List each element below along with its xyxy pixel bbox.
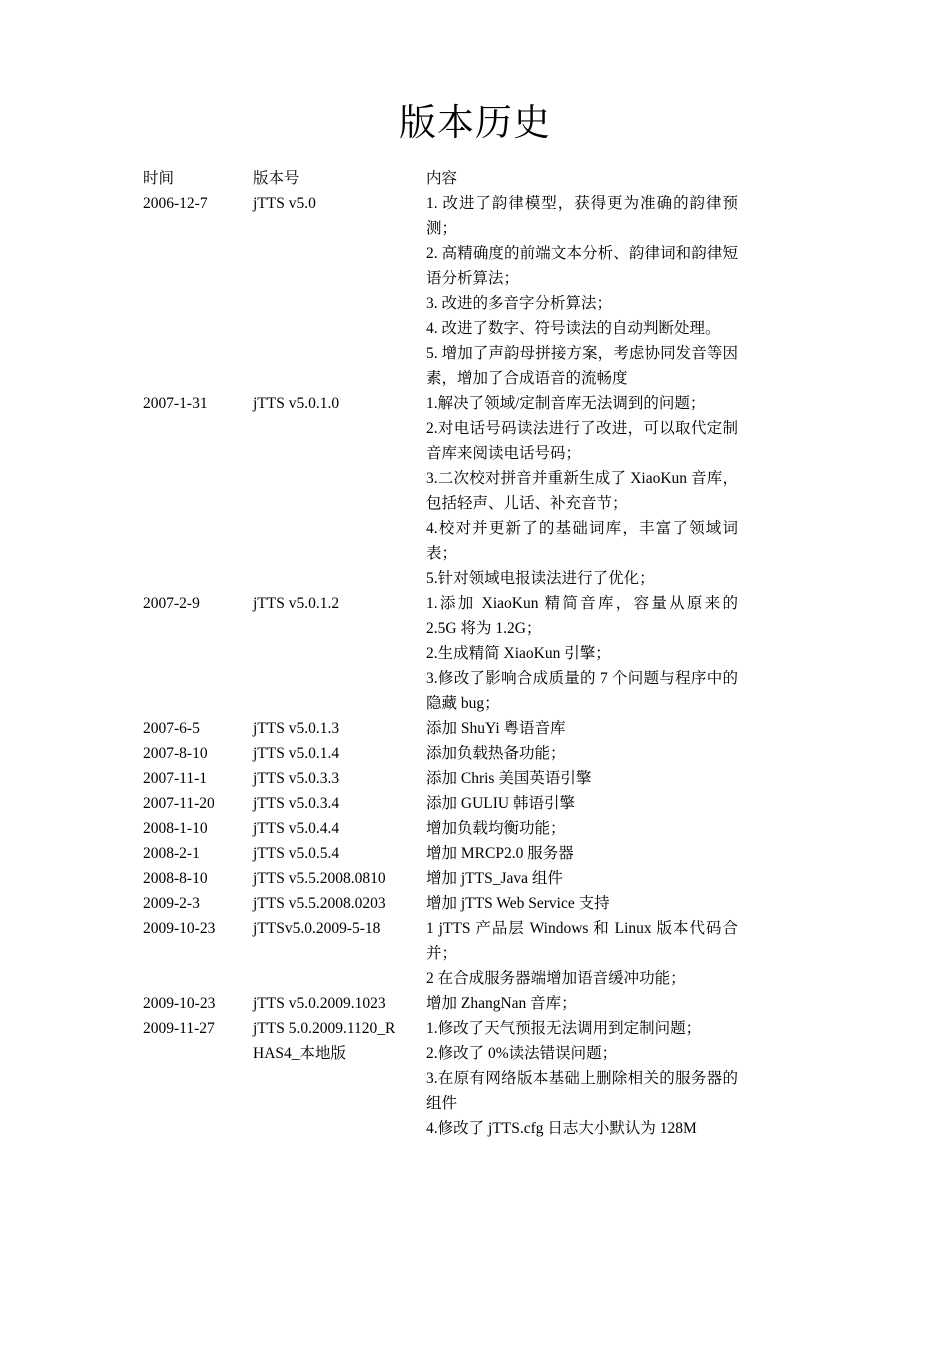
content-item: 1.解决了领域/定制音库无法调到的问题； <box>426 395 706 412</box>
row-version: jTTS 5.0.2009.1120_RHAS4_本地版 <box>253 1020 396 1062</box>
row-content <box>426 791 738 816</box>
content-item: 3. 改进的多音字分析算法； <box>426 295 613 312</box>
content-item: 2.对电话号码读法进行了改进，可以取代定制音库来阅读电话号码； <box>426 420 738 462</box>
row-content <box>426 191 738 391</box>
version-history-table <box>143 166 738 1141</box>
row-version-cell <box>253 816 426 841</box>
content-item: 3.二次校对拼音并重新生成了 XiaoKun 音库，包括轻声、儿话、补充音节； <box>426 470 738 512</box>
row-version: jTTS v5.0.2009.1023 <box>253 995 386 1012</box>
content-item: 1.添加 XiaoKun 精简音库，容量从原来的 2.5G 将为 1.2G； <box>426 595 738 637</box>
content-item: 添加 Chris 美国英语引擎 <box>426 770 592 787</box>
row-version: jTTS v5.0.4.4 <box>253 820 340 837</box>
table-row <box>143 816 738 841</box>
content-item: 添加负载热备功能； <box>426 745 566 762</box>
row-content <box>426 391 738 591</box>
row-content <box>426 766 738 791</box>
row-content <box>426 891 738 916</box>
row-version-cell <box>253 741 426 766</box>
content-item: 增加 ZhangNan 音库； <box>426 995 577 1012</box>
page-title: 版本历史 <box>399 101 551 144</box>
row-date: 2007-11-1 <box>143 770 207 787</box>
row-version: jTTS v5.5.2008.0810 <box>253 870 386 887</box>
table-row <box>143 991 738 1016</box>
content-item: 2.生成精简 XiaoKun 引擎； <box>426 645 611 662</box>
header-date: 时间 <box>143 170 175 187</box>
row-date: 2008-8-10 <box>143 870 208 887</box>
row-date: 2007-2-9 <box>143 595 200 612</box>
row-version-cell <box>253 891 426 916</box>
table-row <box>143 841 738 866</box>
row-date: 2006-12-7 <box>143 195 208 212</box>
table-row <box>143 866 738 891</box>
content-item: 增加 MRCP2.0 服务器 <box>426 845 574 862</box>
row-version: jTTS v5.5.2008.0203 <box>253 895 386 912</box>
row-version-cell <box>253 916 426 991</box>
table-row <box>143 191 738 391</box>
table-row <box>143 716 738 741</box>
row-content <box>426 1016 738 1141</box>
header-version: 版本号 <box>253 170 300 187</box>
table-row <box>143 791 738 816</box>
row-date: 2009-11-27 <box>143 1020 215 1037</box>
row-version-cell <box>253 766 426 791</box>
table-row <box>143 766 738 791</box>
content-item: 3.修改了影响合成质量的 7 个问题与程序中的隐藏 bug； <box>426 670 738 712</box>
row-version-cell <box>253 591 426 716</box>
row-version: jTTS v5.0.1.4 <box>253 745 340 762</box>
row-content <box>426 991 738 1016</box>
table-row <box>143 591 738 716</box>
row-date: 2007-8-10 <box>143 745 208 762</box>
content-item: 4. 改进了数字、符号读法的自动判断处理。 <box>426 320 721 337</box>
content-item: 2.修改了 0%读法错误问题； <box>426 1045 618 1062</box>
row-version-cell <box>253 841 426 866</box>
row-version: jTTS v5.0.5.4 <box>253 845 340 862</box>
content-item: 2 在合成服务器端增加语音缓冲功能； <box>426 970 686 987</box>
table-row <box>143 891 738 916</box>
row-content <box>426 741 738 766</box>
row-version: jTTS v5.0 <box>253 195 316 212</box>
row-version: jTTS v5.0.3.4 <box>253 795 340 812</box>
table-row <box>143 391 738 591</box>
row-date: 2007-6-5 <box>143 720 200 737</box>
content-item: 1.修改了天气预报无法调用到定制问题； <box>426 1020 702 1037</box>
row-version: jTTSv5.0.2009-5-18 <box>253 920 381 937</box>
row-content <box>426 716 738 741</box>
content-item: 3.在原有网络版本基础上删除相关的服务器的组件 <box>426 1070 738 1112</box>
content-item: 5. 增加了声韵母拼接方案，考虑协同发音等因素，增加了合成语音的流畅度 <box>426 345 738 387</box>
row-date: 2009-2-3 <box>143 895 200 912</box>
content-item: 4.修改了 jTTS.cfg 日志大小默认为 128M <box>426 1120 697 1137</box>
row-date: 2008-2-1 <box>143 845 200 862</box>
content-item: 1. 改进了韵律模型，获得更为准确的韵律预测； <box>426 195 738 237</box>
header-content: 内容 <box>426 170 458 187</box>
row-version: jTTS v5.0.1.3 <box>253 720 340 737</box>
content-item: 1 jTTS 产品层 Windows 和 Linux 版本代码合并； <box>426 920 738 962</box>
content-item: 2. 高精确度的前端文本分析、韵律词和韵律短语分析算法； <box>426 245 738 287</box>
table-row <box>143 916 738 991</box>
row-date: 2008-1-10 <box>143 820 208 837</box>
row-version-cell <box>253 866 426 891</box>
table-header-row <box>143 166 738 191</box>
row-version: jTTS v5.0.1.2 <box>253 595 340 612</box>
row-date: 2009-10-23 <box>143 995 216 1012</box>
row-date: 2007-11-20 <box>143 795 215 812</box>
content-item: 添加 GULIU 韩语引擎 <box>426 795 575 812</box>
row-content <box>426 816 738 841</box>
table-body <box>143 191 738 1141</box>
row-version-cell <box>253 716 426 741</box>
content-item: 增加 jTTS Web Service 支持 <box>426 895 610 912</box>
row-version-cell <box>253 1016 426 1141</box>
row-version-cell <box>253 791 426 816</box>
row-date: 2007-1-31 <box>143 395 208 412</box>
content-item: 添加 ShuYi 粤语音库 <box>426 720 566 737</box>
row-content <box>426 866 738 891</box>
row-version-cell <box>253 391 426 591</box>
row-date: 2009-10-23 <box>143 920 216 937</box>
content-item: 4.校对并更新了的基础词库，丰富了领域词表； <box>426 520 738 562</box>
row-content <box>426 841 738 866</box>
row-version-cell <box>253 191 426 391</box>
content-item: 增加负载均衡功能； <box>426 820 566 837</box>
row-version-cell <box>253 991 426 1016</box>
row-version: jTTS v5.0.3.3 <box>253 770 340 787</box>
table-row <box>143 741 738 766</box>
row-version: jTTS v5.0.1.0 <box>253 395 340 412</box>
row-content <box>426 916 738 991</box>
content-item: 5.针对领域电报读法进行了优化； <box>426 570 655 587</box>
table-row <box>143 1016 738 1141</box>
row-content <box>426 591 738 716</box>
content-item: 增加 jTTS_Java 组件 <box>426 870 563 887</box>
